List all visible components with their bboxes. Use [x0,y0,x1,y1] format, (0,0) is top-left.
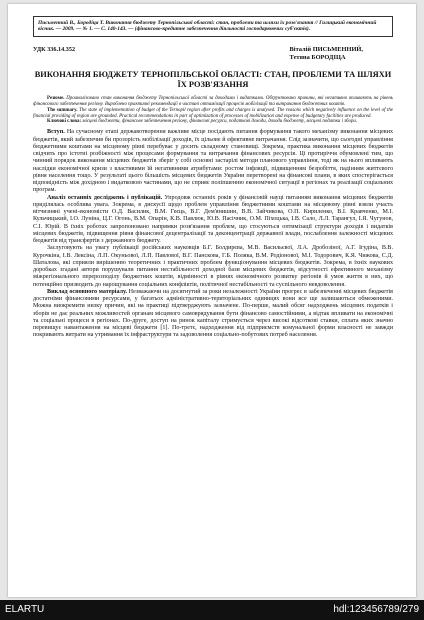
document-page [8,4,416,597]
intro-label: Вступ. [47,129,65,136]
repository-name: ELARTU [5,604,45,615]
main-paragraph [33,289,393,340]
udk-code: УДК 336.14.352 [33,45,76,53]
resume-text: Проаналізовано стан виконання бюджету Тернопільської області за доходами і видатками. Обґрунтовано причини, які негативно впливають на рівень фінансового забезпечення регіону. Вироблено практичні рекомендації в частині оптимізації процесів мобілізації та витрачання бюджетних коштів. [33,95,393,107]
author-1: Віталій ПИСЬМЕННИЙ, [289,45,363,53]
keywords-label: Ключові слова: [47,119,82,125]
handle-link[interactable]: hdl:123456789/279 [333,604,419,615]
summary-paragraph [33,108,393,120]
udk-row [33,46,393,62]
page-content [33,16,393,340]
main-text: Незважаючи на досягнутий за роки незалежності України прогрес в забезпеченні місцевих бюджетів достатніми фінансовими ресурсами, у багатьох адміністративно-територіальних одиницях вони все ще залишаються обмеженими. Можна виокремити низку причин, які на практиці підтверджують зазначене. По-перше, малий обсяг надходжень місцевих податків і зборів не дає реальних можливостей органам місцевого самоврядування бути фінансово самостійними, а відтак впливати на економічні та соціальні процеси в регіонах. По-друге, доступ на ринок капіталу стримується через високі відсоткові ставки, сплата яких значно перевищує навантаження на місцеві бюджети [1]. По-третє, надходження від підприємств комунальної форми власності не завжди покривають витрати на утримання їх інфраструктури та задоволення соціально-побутових потреб населення. [33,288,393,339]
analysis-paragraph [33,195,393,246]
intro-paragraph [33,129,393,194]
citation-text: Письменний В., Бородіца Т. Виконання бюджету Тернопільської області: стан, проблеми та шляхи їх розв'язання // Галицький економічний вісник. — 2009. — № 1. — С. 140-143. — (фінансово-кредитне забезпечення діяльності господарюючих суб'єктів). [38,20,377,33]
citation-box [33,16,393,37]
footer-bar [0,600,424,620]
analysis-text-2: Заслуговують на увагу публікації російських науковців Б.Г. Болдирєва, М.В. Васильєвої, Л.А. Дробозіної, А.Г. Ігудіна, В.В. Курочкіна, І.В. Лексіна, Л.П. Окуньової, Л.П. Павлової, В.Г. Панскова, Г.Б. Поляка, В.М. Родіонової, М.І. Тодорович, К.Я. Чижова, С.Д. Шаталова, які сприяли вирішенню теоретичних і практичних проблем функціонування місцевих бюджетів. Зокрема, в їхніх наукових доробках згадані автори порушували питання нестабільності доходної бази місцевих бюджетів, відсутності ефективного механізму міжрегіонального перерозподілу бюджетних коштів, відмінності в рівнях економічного розвитку регіонів й умов життя в них, що потенційно призводить до нарощування соціальних конфліктів, політичної нестабільності та суспільного невдоволення. [33,245,393,288]
analysis-paragraph-2 [33,245,393,289]
resume-paragraph [33,96,393,108]
resume-label: Резюме. [47,95,65,101]
main-label: Виклад основного матеріалу. [47,288,127,295]
summary-text: The state of implementation of budget of the Ternopil region after profits and charges is analysed. The reasons which negatively influence on the level of the financial providing of region are grounded. Practical recommendations in part of optimization of processes of mobilization and expense of budgetary facilities are produced. [33,107,393,119]
article-title: ВИКОНАННЯ БЮДЖЕТУ ТЕРНОПІЛЬСЬКОЇ ОБЛАСТІ: СТАН, ПРОБЛЕМИ ТА ШЛЯХИ ЇХ РОЗВ'ЯЗАННЯ [34,69,392,89]
keywords-paragraph [33,119,393,125]
summary-label: The summary. [47,107,78,113]
analysis-label: Аналіз останніх досліджень і публікацій. [47,194,163,201]
abstract-block [33,96,393,126]
intro-text: На сучасному етапі державотворення важливе місце посідають питання формування такого механізму виконання місцевих бюджетів, який забезпечив би прозорість мобілізації доходів, їх цільове й ефективне витрачання. Слід зазначити, що сьогодні управління бюджетними коштами на місцевому рівні перебуває у досить складному становищі. Зокрема, практика виконання місцевих бюджетів свідчить про істотні розбіжності між процесами формування та витрачання фінансових ресурсів. Ці протиріччя обумовлені тим, що чинний порядок виконання місцевих бюджетів зберіг у собі основні застарілі методи планового управління, тоді як на нього впливають наслідки економічної кризи з властивими їй негативними атрибутами: ростом інфляції, підвищенням безробіття, падінням життєвого рівня населення тощо. У результаті цього більшість місцевих бюджетів України перетворені на фінансові плани, в яких спостерігається відповідність між дохідною і видатковою частинами, що не сприяє поліпшенню економічної ситуації в регіонах та реалізації соціальних програм. [33,129,393,194]
author-2: Тетяна БОРОДІЦА [289,53,346,61]
keywords-text: місцеві бюджети, фінансове забезпечення регіону, фінансові ресурси, податкові доходи, доходи бюджету, місцеві податки і збори. [82,119,358,125]
analysis-text: Упродовж останніх років у фінансовій науці питанням виконання місцевих бюджетів приділялась особлива увага. Зокрема, в дискусії щодо проблем управління бюджетними коштами на місцевому рівні взяли участь вітчизняні учені-економісти О.Д. Василик, В.М. Геєць, В.Г. Дем'янишин, В.В. Зайчикова, О.П. Кириленко, В.І. Кравченко, М.І. Кульчицький, І.О. Луніна, Ц.Г. Огонь, В.М. Опарін, К.В. Павлюк, Ю.В. Пасічник, О.М. Піхоцька, І.В. Сало, Л.Л. Тарангул, І.Я. Чугунов, С.І. Юрій. В їхніх роботах запропоновано напрямки розв'язання проблем, що стосуються оптимізації структури доходів і видатків місцевих бюджетів, підвищення рівня фінансової децентралізації та деконцентрації державної влади, послаблення залежності місцевих бюджетів від трансфертів з державного бюджету. [33,194,394,245]
authors-block [290,46,363,62]
article-body [33,129,393,339]
